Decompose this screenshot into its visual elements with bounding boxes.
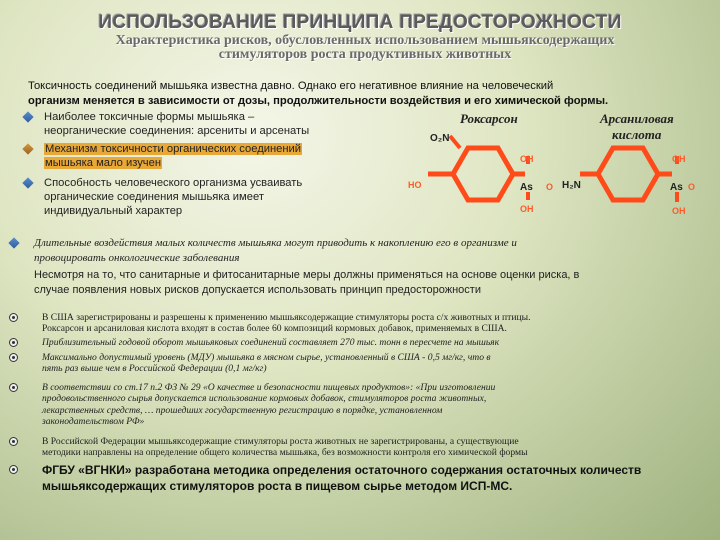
highlighted-line: Механизм токсичности органических соединений xyxy=(45,143,302,155)
arsanilic-label-2: кислота xyxy=(612,127,662,142)
oh-group-top: OH xyxy=(520,154,534,164)
bullet-line: Наиболее токсичные формы мышьяка – xyxy=(44,111,255,123)
bullet-line: индивидуальный характер xyxy=(44,205,183,217)
oh-group-top: OH xyxy=(672,154,686,164)
circle-bullet-icon xyxy=(9,437,18,446)
bullet-line: органические соединения мышьяка имеет xyxy=(44,191,264,203)
intro-line-1: Токсичность соединений мышьяка известна давно. Однако его негативное влияние на человеческий xyxy=(28,80,554,92)
as-atom: As xyxy=(670,182,683,193)
o-atom: O xyxy=(546,182,554,192)
bond-line xyxy=(450,136,460,148)
diamond-bullet-icon xyxy=(8,237,19,248)
diamond-bullet-icon xyxy=(22,111,33,122)
no2-group: O₂N xyxy=(430,133,450,144)
bullet-line: неорганические соединения: арсениты и арсенаты xyxy=(44,125,310,137)
bullet-line: пять раз выше чем в Российской Федерации (0,1 мг/кг) xyxy=(42,363,267,375)
bullet-line: ФГБУ «ВГНКИ» разработана методика определения остаточного содержания остаточных количеств xyxy=(42,463,642,477)
bullet-line: продовольственного сырья допускается использование кормовых добавок, стимуляторов роста животных, xyxy=(42,393,487,405)
bullet-line: Роксарсон и арсаниловая кислота входят в состав более 60 композиций кормовых добавок, применяемых в США. xyxy=(42,323,507,335)
bullet-line: мышьяксодержащих стимуляторов роста в пищевом сырье методом ИСП-МС. xyxy=(42,479,513,493)
h2n-group: H₂N xyxy=(562,180,581,191)
bullet-line: методики направлены на определение общего количества мышьяка, без возможности контроля его химической формы xyxy=(42,447,528,459)
bullet-line: Приблизительный годовой оборот мышьяковых соединений составляет 270 тыс. тонн в пересчете на мышьяк xyxy=(42,337,500,348)
roxarsone-label: Роксарсон xyxy=(460,111,518,126)
highlighted-line: мышьяка мало изучен xyxy=(45,157,162,169)
circle-bullet-icon xyxy=(9,338,18,347)
chemical-structures-diagram xyxy=(400,128,700,228)
bullet-line: Длительные воздействия малых количеств мышьяка могут приводить к накоплению его в организме и xyxy=(34,237,517,249)
diamond-bullet-icon xyxy=(22,143,33,154)
bullet-line: законодательством РФ» xyxy=(42,416,145,428)
bullet-line: лекарственных средств, … прошедших государственную регистрацию в порядке, установленном xyxy=(42,404,443,416)
oh-group-bottom: OH xyxy=(672,206,686,216)
roxarsone-benzene-ring xyxy=(453,148,513,200)
circle-bullet-icon xyxy=(9,353,18,362)
slide-title: ИСПОЛЬЗОВАНИЕ ПРИНЦИПА ПРЕДОСТОРОЖНОСТИ xyxy=(98,12,622,33)
intro-paragraph xyxy=(28,79,688,109)
bullet-line: Несмотря на то, что санитарные и фитосанитарные меры должны применяться на основе оценки риска, в xyxy=(34,269,580,281)
as-atom: As xyxy=(520,182,533,193)
subtitle-line-1: Характеристика рисков, обусловленных использованием мышьяксодержащих xyxy=(115,33,615,48)
slide-subtitle xyxy=(40,34,690,62)
circle-bullet-icon xyxy=(9,313,18,322)
circle-bullet-icon xyxy=(9,465,18,474)
intro-line-2: организм меняется в зависимости от дозы, продолжительности воздействия и его химической формы. xyxy=(28,95,609,107)
oh-group-bottom: OH xyxy=(520,204,534,214)
bullet-line: В США зарегистрированы и разрешены к применению мышьяксодержащие стимуляторы роста с/х животных и птицы. xyxy=(42,312,531,323)
bullet-line: В соответствии со ст.17 п.2 ФЗ № 29 «О качестве и безопасности пищевых продуктов»: «При изготовлении xyxy=(42,382,496,393)
o-atom: O xyxy=(688,182,696,192)
bullet-line: провоцировать онкологические заболевания xyxy=(34,252,240,264)
arsanilic-label-1: Арсаниловая xyxy=(600,111,674,126)
arsanilic-benzene-ring xyxy=(598,148,658,200)
ho-group: HO xyxy=(408,180,422,190)
bullet-line: Максимально допустимый уровень (МДУ) мышьяка в мясном сырье, установленный в США - 0,5 мг/кг, что в xyxy=(42,352,491,363)
circle-bullet-icon xyxy=(9,383,18,392)
bullet-line: Способность человеческого организма усваивать xyxy=(44,177,303,189)
subtitle-line-2: стимуляторов роста продуктивных животных xyxy=(218,47,512,62)
diamond-bullet-icon xyxy=(22,177,33,188)
bullet-line: В Российской Федерации мышьяксодержащие стимуляторы роста животных не зарегистрированы, а существующие xyxy=(42,436,519,447)
bullet-line: случае появления новых рисков допускается использовать принцип предосторожности xyxy=(34,284,481,296)
